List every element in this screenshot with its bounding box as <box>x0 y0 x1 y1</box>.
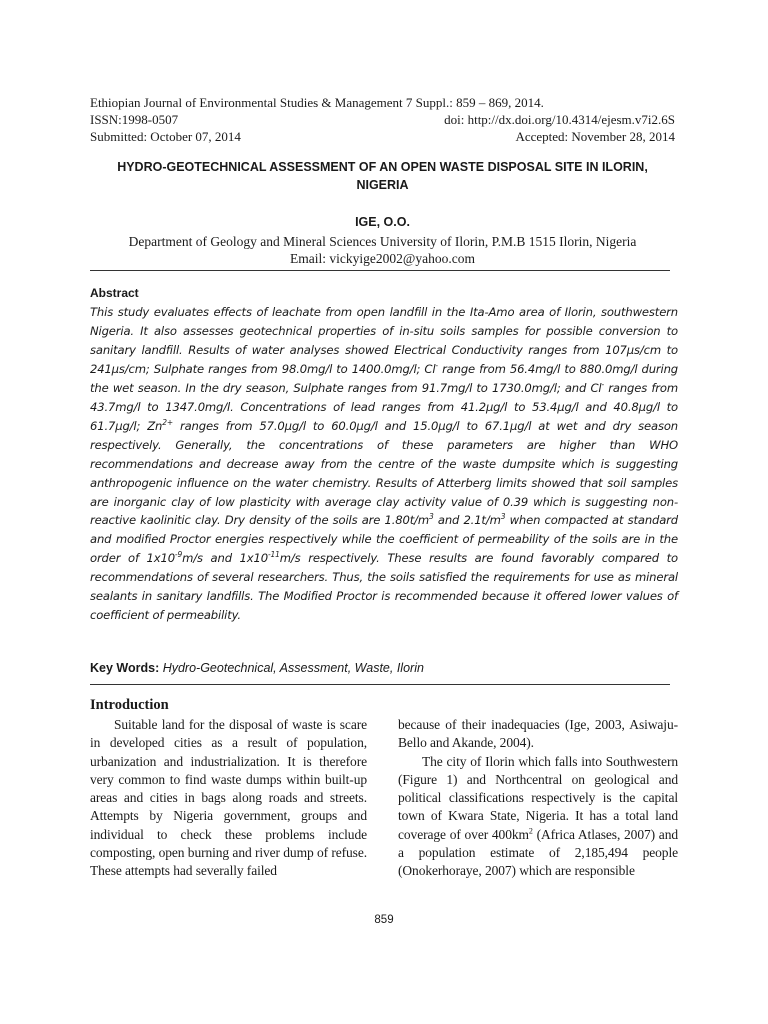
intro-column-left <box>90 716 367 881</box>
journal-header <box>90 94 675 145</box>
page-number: 859 <box>374 914 394 926</box>
keywords-label: Key Words: <box>90 661 160 675</box>
divider-top <box>90 270 670 271</box>
affiliation: Department of Geology and Mineral Sciences University of Ilorin, P.M.B 1515 Ilorin, Nigeria <box>128 234 637 249</box>
intro-paragraph-1-cont: because of their inadequacies (Ige, 2003, Asiwaju-Bello and Akande, 2004). <box>398 717 678 751</box>
author-email: Email: vickyige2002@yahoo.com <box>290 251 475 266</box>
abstract-heading: Abstract <box>90 286 139 300</box>
abstract-body: This study evaluates effects of leachate from open landfill in the Ita-Amo area of Ilorin, southwestern Nigeria. It also assesses geotechnical properties of in-situ soils samples for possible conversion to sanitary landfill. Results of water analyses showed Electrical Conductivity ranges from 107µs/cm to 241µs/cm; Sulphate ranges from 98.0mg/l to 1400.0mg/l; Cl- range from 56.4mg/l to 880.0mg/l during the wet season. In the dry season, Sulphate ranges from 91.7mg/l to 1730.0mg/l; and Cl- ranges from 43.7mg/l to 1347.0mg/l. Concentrations of lead ranges from 41.2µg/l to 53.4µg/l and 40.8µg/l to 61.7µg/l; $Zn^{2+}$ ranges from 57.0µg/l to 60.0µg/l and 15.0µg/l to 67.1µg/l at wet and dry season respectively. Generally, the concentrations of these parameters are higher than WHO recommendations and decrease away from the centre of the waste dumpsite which is suggesting anthropogenic influence on the water chemistry. Results of Atterberg limits showed that soil samples are inorganic clay of low plasticity with average clay activity value of 0.39 which is suggesting non-reactive kaolinitic clay. Dry density of the soils are $1.80t/m^3$ and $2.1t/m^3$ when compacted at standard and modified Proctor energies respectively while the coefficient of permeability of the soils are in the order of $1x10^{-9}m/s$ and $1x10^{-11}m/s$ respectively. These results are found favorably compared to recommendations of several researchers. Thus, the soils satisfied the requirements for use as mineral sealants in sanitary landfills. The Modified Proctor is recommended because it offered lower values of coefficient of permeability. <box>90 305 679 623</box>
paper-title-line2: NIGERIA <box>356 178 409 192</box>
paper-title-line1: HYDRO-GEOTECHNICAL ASSESSMENT OF AN OPEN WASTE DISPOSAL SITE IN ILORIN, <box>117 160 648 174</box>
keywords-value: Hydro-Geotechnical, Assessment, Waste, Ilorin <box>159 661 424 675</box>
author-name: IGE, O.O. <box>355 215 410 229</box>
doi: doi: http://dx.doi.org/10.4314/ejesm.v7i2.6S <box>444 112 675 127</box>
intro-paragraph-2: The city of Ilorin which falls into Southwestern (Figure 1) and Northcentral on geological and political classifications respectively is the capital town of Kwara State, Nigeria. It has a total land coverage of over $400km^2$ (Africa Atlases, 2007) and a population estimate of 2,185,494 people (Onokerhoraye, 2007) which are responsible <box>398 753 678 879</box>
issn: ISSN:1998-0507 <box>90 112 179 127</box>
intro-paragraph-1: Suitable land for the disposal of waste is scare in developed cities as a result of population, urbanization and industrialization. It is therefore very common to find waste dumps within built-up areas and cities in bags along roads and streets. Attempts by Nigeria government, groups and individual to check these problems include composting, open burning and river dump of refuse. These attempts had severally failed <box>90 717 367 879</box>
author-affiliation-block <box>90 233 675 267</box>
journal-citation: Ethiopian Journal of Environmental Studies & Management 7 Suppl.: 859 – 869, 2014. <box>90 95 544 110</box>
paper-title <box>90 158 675 194</box>
intro-column-right <box>398 716 678 881</box>
keywords <box>90 661 424 675</box>
submitted-date: Submitted: October 07, 2014 <box>90 129 241 144</box>
divider-keywords <box>90 684 670 685</box>
accepted-date: Accepted: November 28, 2014 <box>515 129 675 144</box>
introduction-heading: Introduction <box>90 697 169 713</box>
